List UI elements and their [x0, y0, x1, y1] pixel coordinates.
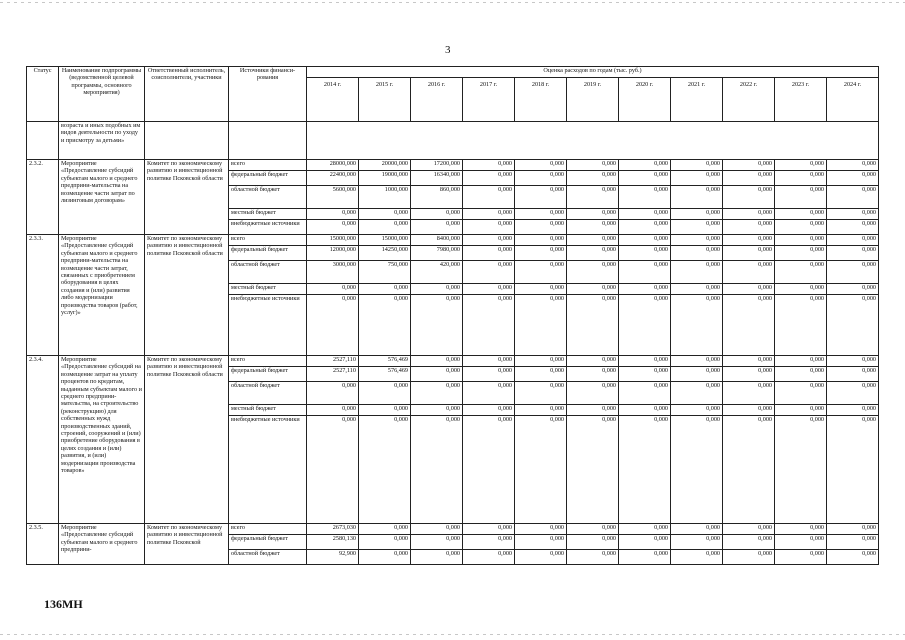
expense-value: 0,000: [463, 235, 515, 246]
expense-value: 0,000: [307, 209, 359, 220]
expense-value: 0,000: [515, 261, 567, 284]
expense-value: 0,000: [827, 405, 879, 416]
expense-value: 0,000: [775, 535, 827, 550]
expense-value: 0,000: [567, 261, 619, 284]
expense-value: 0,000: [827, 550, 879, 565]
funding-source: местный бюджет: [229, 284, 307, 295]
expense-value: 0,000: [463, 220, 515, 235]
expense-value: 0,000: [411, 209, 463, 220]
expense-value: 0,000: [463, 356, 515, 367]
expense-value: 420,000: [411, 261, 463, 284]
expense-value: 0,000: [411, 284, 463, 295]
expense-value: 0,000: [411, 367, 463, 382]
continuation-source: [229, 122, 307, 160]
expense-value: 0,000: [619, 235, 671, 246]
expense-value: 0,000: [567, 209, 619, 220]
expense-value: 0,000: [619, 209, 671, 220]
group-name: Мероприятие «Предоставление субсидий на возмещение затрат на уплату процентов по кредитам, выданным субъектам малого и среднего предприни-мательства, на строительство (реконструкцию) для собственных нужд производственных зданий, строений, сооружений и (или) приобретение оборудования в целях создания и (или) развития, и (или) модернизации производства товаров»: [59, 356, 145, 524]
header-name: Наименование подпрограммы (ведомственной целевой программы, основного мероприятия): [59, 67, 145, 122]
expense-value: 0,000: [515, 550, 567, 565]
expense-value: 0,000: [671, 284, 723, 295]
expense-value: 0,000: [723, 405, 775, 416]
expense-value: 0,000: [567, 220, 619, 235]
expense-value: 0,000: [775, 367, 827, 382]
expense-value: 0,000: [359, 535, 411, 550]
expense-value: 0,000: [671, 405, 723, 416]
expense-value: 0,000: [411, 550, 463, 565]
expense-value: 0,000: [307, 382, 359, 405]
funding-source: всего: [229, 524, 307, 535]
expense-value: 0,000: [775, 235, 827, 246]
expense-value: 0,000: [671, 295, 723, 356]
expense-value: 19000,000: [359, 171, 411, 186]
expense-value: 0,000: [671, 416, 723, 524]
header-year: 2014 г.: [307, 78, 359, 122]
expense-value: 0,000: [827, 416, 879, 524]
group-status: 2.3.4.: [27, 356, 59, 524]
expense-value: 0,000: [359, 550, 411, 565]
expense-value: 0,000: [827, 382, 879, 405]
expense-value: 0,000: [619, 367, 671, 382]
expense-value: 0,000: [619, 284, 671, 295]
expense-value: 0,000: [723, 160, 775, 171]
expense-value: 0,000: [359, 405, 411, 416]
header-year: 2018 г.: [515, 78, 567, 122]
expense-value: 0,000: [723, 235, 775, 246]
expense-value: 0,000: [463, 524, 515, 535]
expense-value: 0,000: [619, 186, 671, 209]
expense-value: 0,000: [775, 356, 827, 367]
expense-value: 0,000: [723, 367, 775, 382]
group-executor: Комитет по экономическому развитию и инвестиционной политике Псковской: [145, 524, 229, 565]
expense-value: 0,000: [515, 284, 567, 295]
expense-value: 0,000: [775, 261, 827, 284]
expense-value: 0,000: [775, 524, 827, 535]
expense-value: 0,000: [775, 246, 827, 261]
header-year: 2017 г.: [463, 78, 515, 122]
expense-value: 0,000: [411, 220, 463, 235]
funding-source: федеральный бюджет: [229, 171, 307, 186]
expense-value: 12000,000: [307, 246, 359, 261]
expense-value: 0,000: [567, 160, 619, 171]
expense-value: 0,000: [515, 235, 567, 246]
expense-value: 0,000: [827, 535, 879, 550]
expense-value: 0,000: [775, 160, 827, 171]
expense-value: 0,000: [723, 295, 775, 356]
expense-value: 0,000: [671, 367, 723, 382]
expense-value: 0,000: [827, 367, 879, 382]
group-status: 2.3.3.: [27, 235, 59, 356]
expense-value: 0,000: [723, 186, 775, 209]
expense-value: 2527,110: [307, 367, 359, 382]
expense-value: 0,000: [827, 524, 879, 535]
expense-value: 0,000: [619, 416, 671, 524]
expense-value: 0,000: [567, 284, 619, 295]
expense-value: 3000,000: [307, 261, 359, 284]
expense-value: 0,000: [671, 220, 723, 235]
expense-value: 0,000: [619, 261, 671, 284]
expense-value: 0,000: [463, 160, 515, 171]
expense-value: 0,000: [827, 295, 879, 356]
expense-value: 0,000: [515, 246, 567, 261]
header-estimate: Оценка расходов по годам (тыс. руб.): [307, 67, 879, 78]
expense-value: 0,000: [463, 416, 515, 524]
expense-value: 0,000: [775, 295, 827, 356]
expense-value: 0,000: [827, 261, 879, 284]
expense-value: 17200,000: [411, 160, 463, 171]
expense-value: 0,000: [567, 356, 619, 367]
expense-value: 0,000: [567, 186, 619, 209]
expense-value: 0,000: [827, 171, 879, 186]
header-sources: Источники финанси-рования: [229, 67, 307, 122]
expense-value: 0,000: [723, 246, 775, 261]
scan-edge-top: [0, 2, 905, 3]
expense-value: 0,000: [671, 550, 723, 565]
group-name: Мероприятие «Предоставление субсидий субъектам малого и среднего предприни-мательства на возмещение части затрат, связанных с приобретением оборудования в целях создания и (или) развития либо модернизации производства товаров (работ, услуг)»: [59, 235, 145, 356]
expense-value: 0,000: [463, 186, 515, 209]
scan-edge-bottom: [0, 634, 905, 635]
expense-value: 0,000: [775, 186, 827, 209]
expense-value: 2673,030: [307, 524, 359, 535]
page-number: 3: [445, 44, 451, 56]
expense-value: 0,000: [827, 356, 879, 367]
expense-value: 5600,000: [307, 186, 359, 209]
expense-value: 0,000: [723, 284, 775, 295]
expense-value: 0,000: [463, 405, 515, 416]
expense-value: 0,000: [515, 295, 567, 356]
header-year: 2021 г.: [671, 78, 723, 122]
expense-value: 0,000: [567, 382, 619, 405]
expense-value: 0,000: [307, 284, 359, 295]
table-row: [27, 235, 879, 246]
expense-value: 0,000: [827, 235, 879, 246]
header-year: 2016 г.: [411, 78, 463, 122]
expense-value: 0,000: [619, 295, 671, 356]
expense-value: 0,000: [671, 524, 723, 535]
expense-value: 0,000: [567, 171, 619, 186]
funding-source: внебюджетные источники: [229, 220, 307, 235]
expense-value: 750,000: [359, 261, 411, 284]
group-executor: Комитет по экономическому развитию и инвестиционной политике Псковской области: [145, 235, 229, 356]
expense-value: 0,000: [671, 209, 723, 220]
expense-value: 0,000: [775, 550, 827, 565]
expense-value: 0,000: [567, 367, 619, 382]
expense-value: 0,000: [359, 284, 411, 295]
expense-value: 0,000: [411, 382, 463, 405]
header-status: Статус: [27, 67, 59, 122]
expense-value: 0,000: [411, 405, 463, 416]
expense-value: 0,000: [515, 367, 567, 382]
expense-value: 0,000: [619, 382, 671, 405]
table-row: [27, 524, 879, 535]
expense-value: 0,000: [411, 416, 463, 524]
expense-value: 0,000: [515, 405, 567, 416]
expense-value: 28000,000: [307, 160, 359, 171]
expense-value: 0,000: [671, 356, 723, 367]
expense-value: 14250,000: [359, 246, 411, 261]
expense-value: 0,000: [515, 186, 567, 209]
expense-value: 0,000: [463, 171, 515, 186]
expense-value: 0,000: [567, 416, 619, 524]
expense-value: 0,000: [671, 382, 723, 405]
expense-value: 0,000: [411, 295, 463, 356]
expense-value: 0,000: [307, 220, 359, 235]
funding-source: внебюджетные источники: [229, 295, 307, 356]
expense-value: 0,000: [567, 235, 619, 246]
expense-value: 0,000: [619, 524, 671, 535]
funding-source: областной бюджет: [229, 382, 307, 405]
group-name: Мероприятие «Предоставление субсидий субъектам малого и среднего предприни-: [59, 524, 145, 565]
group-status: 2.3.2.: [27, 160, 59, 235]
expense-value: 0,000: [515, 382, 567, 405]
expense-value: 0,000: [723, 209, 775, 220]
expense-value: 0,000: [775, 171, 827, 186]
group-status: 2.3.5.: [27, 524, 59, 565]
expense-value: 0,000: [827, 160, 879, 171]
expense-value: 92,900: [307, 550, 359, 565]
expense-value: 0,000: [463, 261, 515, 284]
expense-value: 0,000: [463, 382, 515, 405]
continuation-status: [27, 122, 59, 160]
expense-value: 0,000: [619, 171, 671, 186]
group-executor: Комитет по экономическому развитию и инвестиционной политике Псковской области: [145, 356, 229, 524]
funding-source: всего: [229, 235, 307, 246]
expense-value: 0,000: [567, 295, 619, 356]
funding-source: внебюджетные источники: [229, 416, 307, 524]
expense-value: 0,000: [775, 209, 827, 220]
expense-value: 0,000: [515, 209, 567, 220]
funding-source: всего: [229, 356, 307, 367]
header-year: 2023 г.: [775, 78, 827, 122]
table-row: [27, 356, 879, 367]
expense-value: 0,000: [567, 535, 619, 550]
expense-value: 0,000: [775, 416, 827, 524]
expense-value: 0,000: [307, 405, 359, 416]
expense-value: 0,000: [775, 405, 827, 416]
expense-value: 22400,000: [307, 171, 359, 186]
expense-value: 0,000: [827, 246, 879, 261]
expense-value: 0,000: [515, 356, 567, 367]
expense-value: 2527,110: [307, 356, 359, 367]
document-code: 136МН: [44, 597, 83, 611]
expense-value: 0,000: [723, 261, 775, 284]
expense-value: 0,000: [515, 160, 567, 171]
expense-value: 2580,130: [307, 535, 359, 550]
expense-value: 0,000: [463, 284, 515, 295]
expense-table: [26, 66, 879, 565]
expense-value: 0,000: [567, 524, 619, 535]
expense-value: 0,000: [671, 160, 723, 171]
funding-source: федеральный бюджет: [229, 535, 307, 550]
expense-value: 0,000: [671, 171, 723, 186]
expense-value: 0,000: [827, 220, 879, 235]
expense-value: 0,000: [619, 535, 671, 550]
group-executor: Комитет по экономическому развитию и инвестиционной политике Псковской области: [145, 160, 229, 235]
expense-value: 0,000: [567, 405, 619, 416]
expense-value: 0,000: [671, 235, 723, 246]
expense-value: 0,000: [463, 550, 515, 565]
header-year: 2020 г.: [619, 78, 671, 122]
expense-value: 0,000: [723, 524, 775, 535]
expense-value: 0,000: [775, 284, 827, 295]
expense-value: 0,000: [463, 367, 515, 382]
expense-value: 0,000: [723, 535, 775, 550]
expense-value: 0,000: [515, 416, 567, 524]
expense-value: 0,000: [515, 220, 567, 235]
expense-value: 15000,000: [359, 235, 411, 246]
expense-value: 0,000: [515, 171, 567, 186]
expense-value: 0,000: [359, 220, 411, 235]
header-year: 2019 г.: [567, 78, 619, 122]
expense-value: 0,000: [515, 524, 567, 535]
continuation-text: возраста и иных подобных им видов деятельности по уходу и присмотру за детьми»: [59, 122, 145, 160]
group-name: Мероприятие «Предоставление субсидий субъектам малого и среднего предприни-мательства на возмещение части затрат по лизинговым договорам»: [59, 160, 145, 235]
expense-value: 0,000: [723, 356, 775, 367]
expense-value: 0,000: [723, 171, 775, 186]
expense-value: 0,000: [671, 261, 723, 284]
expense-value: 0,000: [671, 535, 723, 550]
expense-value: 576,469: [359, 367, 411, 382]
expense-value: 0,000: [619, 405, 671, 416]
expense-value: 0,000: [723, 382, 775, 405]
expense-value: 20000,000: [359, 160, 411, 171]
expense-value: 0,000: [723, 416, 775, 524]
expense-value: 16340,000: [411, 171, 463, 186]
expense-value: 0,000: [619, 550, 671, 565]
expense-value: 0,000: [775, 382, 827, 405]
expense-value: 0,000: [307, 295, 359, 356]
expense-value: 0,000: [359, 295, 411, 356]
expense-value: 0,000: [671, 186, 723, 209]
expense-value: 860,000: [411, 186, 463, 209]
header-year: 2015 г.: [359, 78, 411, 122]
expense-value: 0,000: [619, 220, 671, 235]
funding-source: областной бюджет: [229, 261, 307, 284]
header-year: 2024 г.: [827, 78, 879, 122]
expense-value: 0,000: [775, 220, 827, 235]
expense-value: 0,000: [567, 550, 619, 565]
expense-value: 7980,000: [411, 246, 463, 261]
expense-value: 15000,000: [307, 235, 359, 246]
expense-value: 0,000: [359, 416, 411, 524]
funding-source: федеральный бюджет: [229, 246, 307, 261]
funding-source: всего: [229, 160, 307, 171]
expense-value: 0,000: [463, 209, 515, 220]
continuation-values: [307, 122, 879, 160]
expense-value: 0,000: [619, 356, 671, 367]
expense-value: 0,000: [723, 220, 775, 235]
expense-value: 0,000: [619, 160, 671, 171]
funding-source: местный бюджет: [229, 405, 307, 416]
expense-value: 0,000: [359, 524, 411, 535]
funding-source: федеральный бюджет: [229, 367, 307, 382]
expense-value: 0,000: [827, 284, 879, 295]
expense-value: 0,000: [463, 246, 515, 261]
expense-value: 0,000: [567, 246, 619, 261]
funding-source: областной бюджет: [229, 550, 307, 565]
header-executor: Ответственный исполнитель, соисполнители, участники: [145, 67, 229, 122]
expense-value: 0,000: [827, 209, 879, 220]
expense-value: 0,000: [411, 356, 463, 367]
expense-value: 0,000: [359, 209, 411, 220]
expense-value: 0,000: [515, 535, 567, 550]
expense-value: 0,000: [723, 550, 775, 565]
expense-value: 0,000: [411, 524, 463, 535]
continuation-executor: [145, 122, 229, 160]
expense-value: 0,000: [463, 295, 515, 356]
funding-source: местный бюджет: [229, 209, 307, 220]
expense-value: 0,000: [359, 382, 411, 405]
expense-value: 576,469: [359, 356, 411, 367]
expense-value: 0,000: [619, 246, 671, 261]
table-row: [27, 160, 879, 171]
funding-source: областной бюджет: [229, 186, 307, 209]
expense-value: 1000,000: [359, 186, 411, 209]
header-year: 2022 г.: [723, 78, 775, 122]
expense-value: 0,000: [307, 416, 359, 524]
expense-value: 0,000: [827, 186, 879, 209]
expense-value: 0,000: [671, 246, 723, 261]
expense-value: 8400,000: [411, 235, 463, 246]
expense-value: 0,000: [463, 535, 515, 550]
expense-value: 0,000: [411, 535, 463, 550]
